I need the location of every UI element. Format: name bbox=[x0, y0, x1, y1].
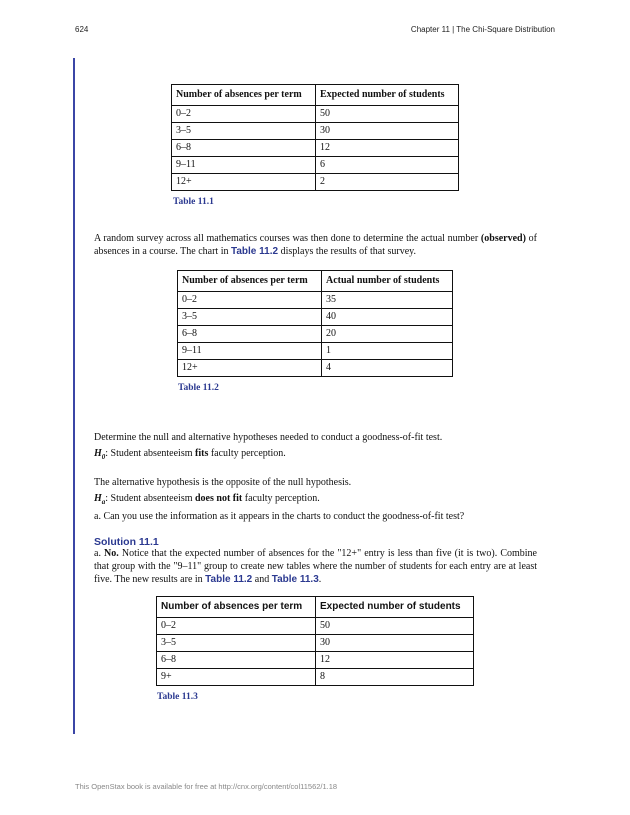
table-caption: Table 11.2 bbox=[178, 383, 219, 393]
table-cell: 6–8 bbox=[178, 326, 322, 343]
table-cell: 12 bbox=[316, 652, 474, 669]
table-row bbox=[172, 157, 459, 174]
column-header: Expected number of students bbox=[316, 85, 459, 106]
footer: This OpenStax book is available for free at http://cnx.org/content/col11562/1.18 bbox=[75, 782, 338, 791]
table-cell: 8 bbox=[316, 669, 474, 686]
solution-title: Solution 11.1 bbox=[94, 536, 159, 548]
table-row bbox=[178, 326, 453, 343]
table-cell: 0–2 bbox=[172, 106, 316, 123]
table-cell: 30 bbox=[316, 123, 459, 140]
table-cell: 9–11 bbox=[172, 157, 316, 174]
bold-text: No. bbox=[104, 548, 119, 559]
alternative-intro: The alternative hypothesis is the opposite of the null hypothesis. bbox=[94, 477, 352, 488]
table-row bbox=[157, 669, 474, 686]
text: of absences in a course. The chart in bbox=[94, 233, 537, 257]
table-cell: 12 bbox=[316, 140, 459, 157]
question-a: a. Can you use the information as it appears in the charts to conduct the goodness-of-fit test? bbox=[94, 511, 465, 522]
column-header: Expected number of students bbox=[316, 597, 474, 618]
table-header-row bbox=[172, 85, 459, 106]
page-number: 624 bbox=[75, 25, 89, 34]
table-row bbox=[172, 140, 459, 157]
h-subscript: a bbox=[101, 498, 106, 506]
table-link[interactable]: Table 11.3 bbox=[271, 574, 319, 585]
table-row bbox=[178, 292, 453, 309]
table-11-1 bbox=[171, 84, 459, 191]
table-cell: 0–2 bbox=[157, 618, 316, 635]
table-cell: 9+ bbox=[157, 669, 316, 686]
text: . bbox=[318, 574, 322, 585]
column-header: Number of absences per term bbox=[157, 597, 316, 618]
text: : Student absenteeism bbox=[105, 448, 195, 459]
table-row bbox=[157, 635, 474, 652]
paragraph-survey bbox=[94, 232, 537, 258]
margin-rule bbox=[73, 58, 75, 734]
text: : Student absenteeism bbox=[105, 493, 195, 504]
text: and bbox=[252, 574, 272, 585]
table-cell: 3–5 bbox=[178, 309, 322, 326]
text: Notice that the expected number of absences for the "12+" entry is less than five (it is two). Combine that group with the "9–11" group to create new tables where the number of students for each entry are at least five. The new results are in bbox=[94, 548, 537, 585]
text: displays the results of that survey. bbox=[278, 246, 417, 257]
bold-text: does not fit bbox=[195, 493, 243, 504]
bold-text: (observed) bbox=[480, 233, 526, 244]
table-cell: 6 bbox=[316, 157, 459, 174]
column-header: Actual number of students bbox=[322, 271, 453, 292]
text: A random survey across all mathematics courses was then done to determine the actual number bbox=[94, 233, 481, 244]
table-link[interactable]: Table 11.2 bbox=[230, 246, 279, 257]
table-cell: 9–11 bbox=[178, 343, 322, 360]
table-link[interactable]: Table 11.2 bbox=[205, 574, 253, 585]
solution-text bbox=[94, 547, 537, 586]
text: a. bbox=[94, 548, 105, 559]
bold-text: fits bbox=[195, 448, 209, 459]
table-cell: 1 bbox=[322, 343, 453, 360]
table-row bbox=[178, 309, 453, 326]
h-symbol: H bbox=[94, 448, 102, 459]
column-header: Number of absences per term bbox=[178, 271, 322, 292]
null-hypothesis bbox=[94, 447, 537, 464]
hypotheses-intro: Determine the null and alternative hypotheses needed to conduct a goodness-of-fit test. bbox=[94, 432, 443, 443]
table-cell: 3–5 bbox=[157, 635, 316, 652]
table-cell: 12+ bbox=[172, 174, 316, 191]
table-cell: 20 bbox=[322, 326, 453, 343]
table-11-2 bbox=[177, 270, 453, 377]
table-caption: Table 11.3 bbox=[157, 692, 198, 702]
table-header-row bbox=[157, 597, 474, 618]
text: faculty perception. bbox=[242, 493, 320, 504]
table-header-row bbox=[178, 271, 453, 292]
table-cell: 12+ bbox=[178, 360, 322, 377]
table-cell: 35 bbox=[322, 292, 453, 309]
table-row bbox=[178, 360, 453, 377]
table-cell: 2 bbox=[316, 174, 459, 191]
table-cell: 30 bbox=[316, 635, 474, 652]
column-header: Number of absences per term bbox=[172, 85, 316, 106]
table-cell: 3–5 bbox=[172, 123, 316, 140]
table-cell: 50 bbox=[316, 106, 459, 123]
table-row bbox=[172, 106, 459, 123]
table-cell: 4 bbox=[322, 360, 453, 377]
alternative-hypothesis bbox=[94, 492, 537, 509]
table-row bbox=[157, 618, 474, 635]
table-row bbox=[157, 652, 474, 669]
table-11-3 bbox=[156, 596, 474, 686]
table-cell: 50 bbox=[316, 618, 474, 635]
table-caption: Table 11.1 bbox=[173, 197, 214, 207]
table-row bbox=[172, 123, 459, 140]
table-cell: 6–8 bbox=[172, 140, 316, 157]
h-subscript: 0 bbox=[101, 453, 106, 461]
table-row bbox=[172, 174, 459, 191]
h-symbol: H bbox=[94, 493, 102, 504]
table-cell: 6–8 bbox=[157, 652, 316, 669]
table-cell: 40 bbox=[322, 309, 453, 326]
table-cell: 0–2 bbox=[178, 292, 322, 309]
chapter-header: Chapter 11 | The Chi-Square Distribution bbox=[410, 25, 555, 34]
table-row bbox=[178, 343, 453, 360]
text: faculty perception. bbox=[208, 448, 286, 459]
